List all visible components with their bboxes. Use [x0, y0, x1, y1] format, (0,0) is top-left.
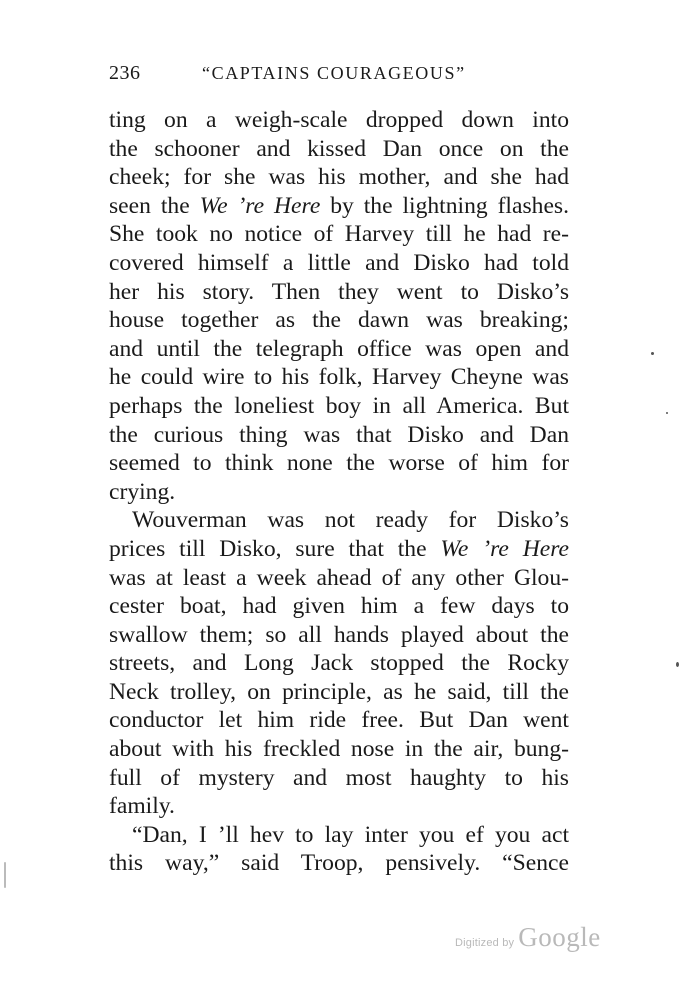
paragraph-start-line: “Dan, I ’ll hev to lay inter you ef you act	[132, 821, 569, 848]
text-line: cheek; for she was his mother, and she had	[109, 164, 569, 191]
text-line: ting on a weigh-scale dropped down into	[109, 107, 569, 133]
text-line: house together as the dawn was breaking;	[109, 307, 569, 334]
text-line: he could wire to his folk, Harvey Cheyne was	[109, 364, 569, 391]
text-run: prices till Disko, sure that the	[109, 535, 441, 562]
text-line: the curious thing was that Disko and Dan	[109, 421, 569, 448]
scan-speck	[676, 662, 679, 667]
running-header	[109, 62, 569, 86]
scan-speck	[651, 352, 654, 355]
text-run: seen the	[109, 192, 200, 219]
text-line: this way,” said Troop, pensively. “Sence	[109, 850, 569, 877]
running-title: “CAPTAINS COURAGEOUS”	[202, 63, 466, 83]
paragraph-end-line: family.	[109, 793, 175, 820]
watermark-brand: Google	[518, 922, 601, 952]
text-line: Neck trolley, on principle, as he said, till the	[109, 678, 569, 705]
text-line: covered himself a little and Disko had told	[109, 249, 569, 276]
watermark-prefix: Digitized by	[455, 937, 515, 949]
page-number: 236	[109, 62, 141, 84]
text-line: perhaps the loneliest boy in all America. But	[109, 392, 569, 419]
text-line: her his story. Then they went to Disko’s	[109, 278, 569, 305]
text-line: She took no notice of Harvey till he had re-	[109, 221, 569, 248]
text-line: full of mystery and most haughty to his	[109, 764, 569, 791]
ship-name-italic: We ’re Here	[199, 192, 321, 219]
text-line	[109, 192, 569, 221]
text-line: conductor let him ride free. But Dan went	[109, 707, 569, 734]
paragraph-start-line: Wouverman was not ready for Disko’s	[132, 507, 569, 534]
text-line: about with his freckled nose in the air, bung-	[109, 736, 569, 763]
paragraph-end-line: crying.	[109, 478, 176, 505]
text-line: streets, and Long Jack stopped the Rocky	[109, 650, 569, 677]
text-line: seemed to think none the worse of him for	[109, 450, 569, 477]
text-line: was at least a week ahead of any other Glou-	[109, 564, 569, 591]
text-line: swallow them; so all hands played about the	[109, 621, 569, 648]
text-line: the schooner and kissed Dan once on the	[109, 135, 569, 162]
scan-speck	[666, 412, 668, 414]
body-text	[109, 106, 569, 878]
text-line	[109, 535, 569, 564]
text-line: and until the telegraph office was open and	[109, 335, 569, 362]
scan-speck	[4, 862, 6, 888]
digitized-watermark	[455, 922, 601, 953]
text-line: cester boat, had given him a few days to	[109, 593, 569, 620]
ship-name-italic: We ’re Here	[440, 535, 569, 562]
text-run: by the lightning flashes.	[320, 192, 569, 219]
